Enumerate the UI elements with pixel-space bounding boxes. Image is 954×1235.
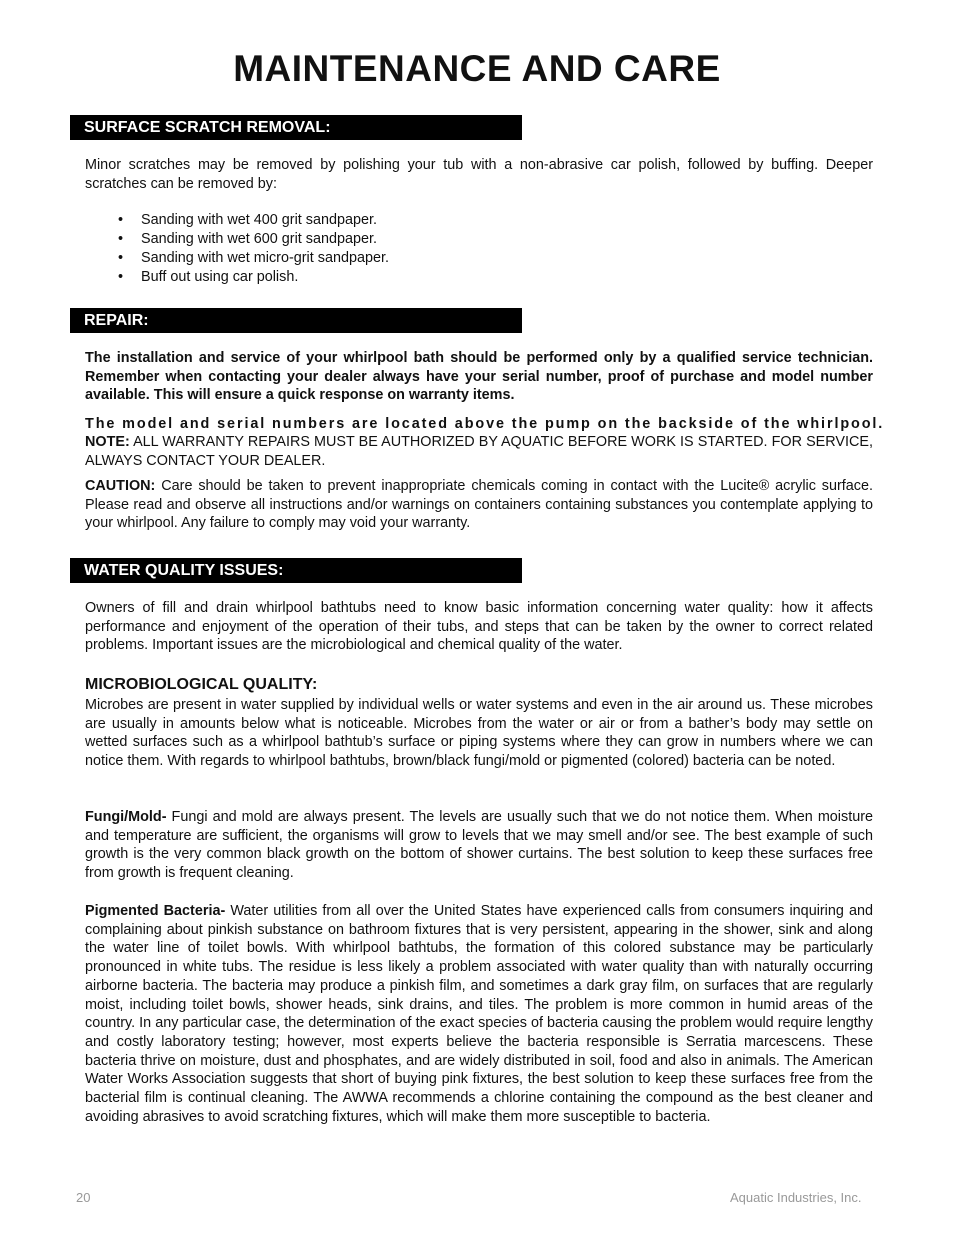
- bullet-icon: •: [118, 212, 124, 228]
- page-title: MAINTENANCE AND CARE: [233, 48, 721, 89]
- footer-company: Aquatic Industries, Inc.: [730, 1190, 862, 1205]
- microbiological-heading: MICROBIOLOGICAL QUALITY:: [85, 676, 318, 693]
- bacteria-text: Water utilities from all over the United States have experienced calls from consumers inquiring and complaining about pinkish substance on bathroom fixtures that is very persistent, appearing in the shower, sink and along the water line of toilet bowls. With whirlpool bathtubs, the formation of this colored substance may be particularly pronounced in white tubs. The residue is less likely a problem associated with water quality than with naturally occurring airborne bacteria. The bacteria may produce a pinkish film, and sometimes a dark gray film, on surfaces that are regularly moist, including toilet bowls, shower heads, sink drains, and tiles. The problem is more common in humid areas of the country. In any particular case, the determination of the exact species of bacteria causing the problem would require lengthy and costly laboratory testing; however, most experts believe the bacteria responsible is Serratia marcescens. These bacteria thrive on moisture, dust and phosphates, and are widely distributed in soil, food and also in animals. The American Water Works Association suggests that short of buying pink fixtures, the best solution to keep these surfaces free from the bacterial film is continual cleaning. The AWWA recommends a chlorine containing the compound as the best cleaner and avoiding abrasives to avoid scratching fixtures, which will make them more susceptible to bacteria.: [85, 903, 873, 1125]
- repair-warranty-note: [85, 433, 873, 470]
- bullet-icon: •: [118, 231, 124, 247]
- fungi-text: Fungi and mold are always present. The levels are usually such that we do not notice them. When moisture and temperature are sufficient, the organisms will grow to levels that we may smell and/or see. The best example of such growth is the very common black growth on the bottom of shower curtains. The best solution to keep these surfaces free from growth is frequent cleaning.: [85, 809, 873, 882]
- fungi-label: Fungi/Mold-: [85, 809, 167, 825]
- list-item: • Sanding with wet 400 grit sandpaper.: [118, 212, 378, 228]
- bacteria-label: Pigmented Bacteria-: [85, 903, 226, 919]
- scratch-bullet-list: [118, 211, 389, 287]
- caution-text: Care should be taken to prevent inappropriate chemicals coming in contact with the Lucite® acrylic surface. Please read and observe all instructions and/or warnings on containers containing substances you contemplate applying to your whirlpool. Any failure to comply may void your warranty.: [85, 478, 873, 532]
- water-intro: Owners of fill and drain whirlpool bathtubs need to know basic information concerning water quality: how it affects performance and enjoyment of the operation of their tubs, and steps that can be taken by the owner to correct related problems. Important issues are the microbiological and chemical quality of the water.: [85, 600, 873, 654]
- repair-serial-note: The model and serial numbers are located above the pump on the backside of the whirlpool.: [85, 416, 885, 432]
- microbiological-text: Microbes are present in water supplied by individual wells or water systems and even in the air around us. These microbes are usually in amounts below what is noticeable. Microbes from the water or air or from a bather’s body may settle on wetted surfaces such as a whirlpool bathtub’s surface or piping systems where they can grow in numbers where we can notice them. With regards to whirlpool bathtubs, brown/black fungi/mold or pigmented (colored) bacteria can be noted.: [85, 697, 873, 770]
- pigmented-bacteria-paragraph: [85, 902, 873, 1126]
- section-heading-repair: REPAIR:: [70, 308, 522, 333]
- list-item: • Buff out using car polish.: [118, 269, 299, 285]
- bullet-icon: •: [118, 269, 124, 285]
- list-item: • Sanding with wet 600 grit sandpaper.: [118, 231, 378, 247]
- caution-label: CAUTION:: [85, 478, 156, 494]
- scratch-intro: Minor scratches may be removed by polishing your tub with a non-abrasive car polish, followed by buffing. Deeper scratches can be removed by:: [85, 157, 873, 192]
- note-label: NOTE:: [85, 434, 130, 450]
- section-heading-scratch-removal: SURFACE SCRATCH REMOVAL:: [70, 115, 522, 140]
- fungi-mold-paragraph: [85, 808, 873, 883]
- list-item: • Sanding with wet micro-grit sandpaper.: [118, 250, 389, 266]
- bullet-icon: •: [118, 250, 124, 266]
- repair-caution: [85, 477, 873, 533]
- page-number: 20: [76, 1190, 91, 1205]
- section-heading-water-quality: WATER QUALITY ISSUES:: [70, 558, 522, 583]
- repair-install-note: The installation and service of your whirlpool bath should be performed only by a qualified service technician. Remember when contacting your dealer always have your serial number, proof of purchase and model number available. This will ensure a quick response on warranty items.: [85, 350, 873, 404]
- note-text: ALL WARRANTY REPAIRS MUST BE AUTHORIZED BY AQUATIC BEFORE WORK IS STARTED. FOR SERVICE, ALWAYS CONTACT YOUR DEALER.: [85, 434, 873, 469]
